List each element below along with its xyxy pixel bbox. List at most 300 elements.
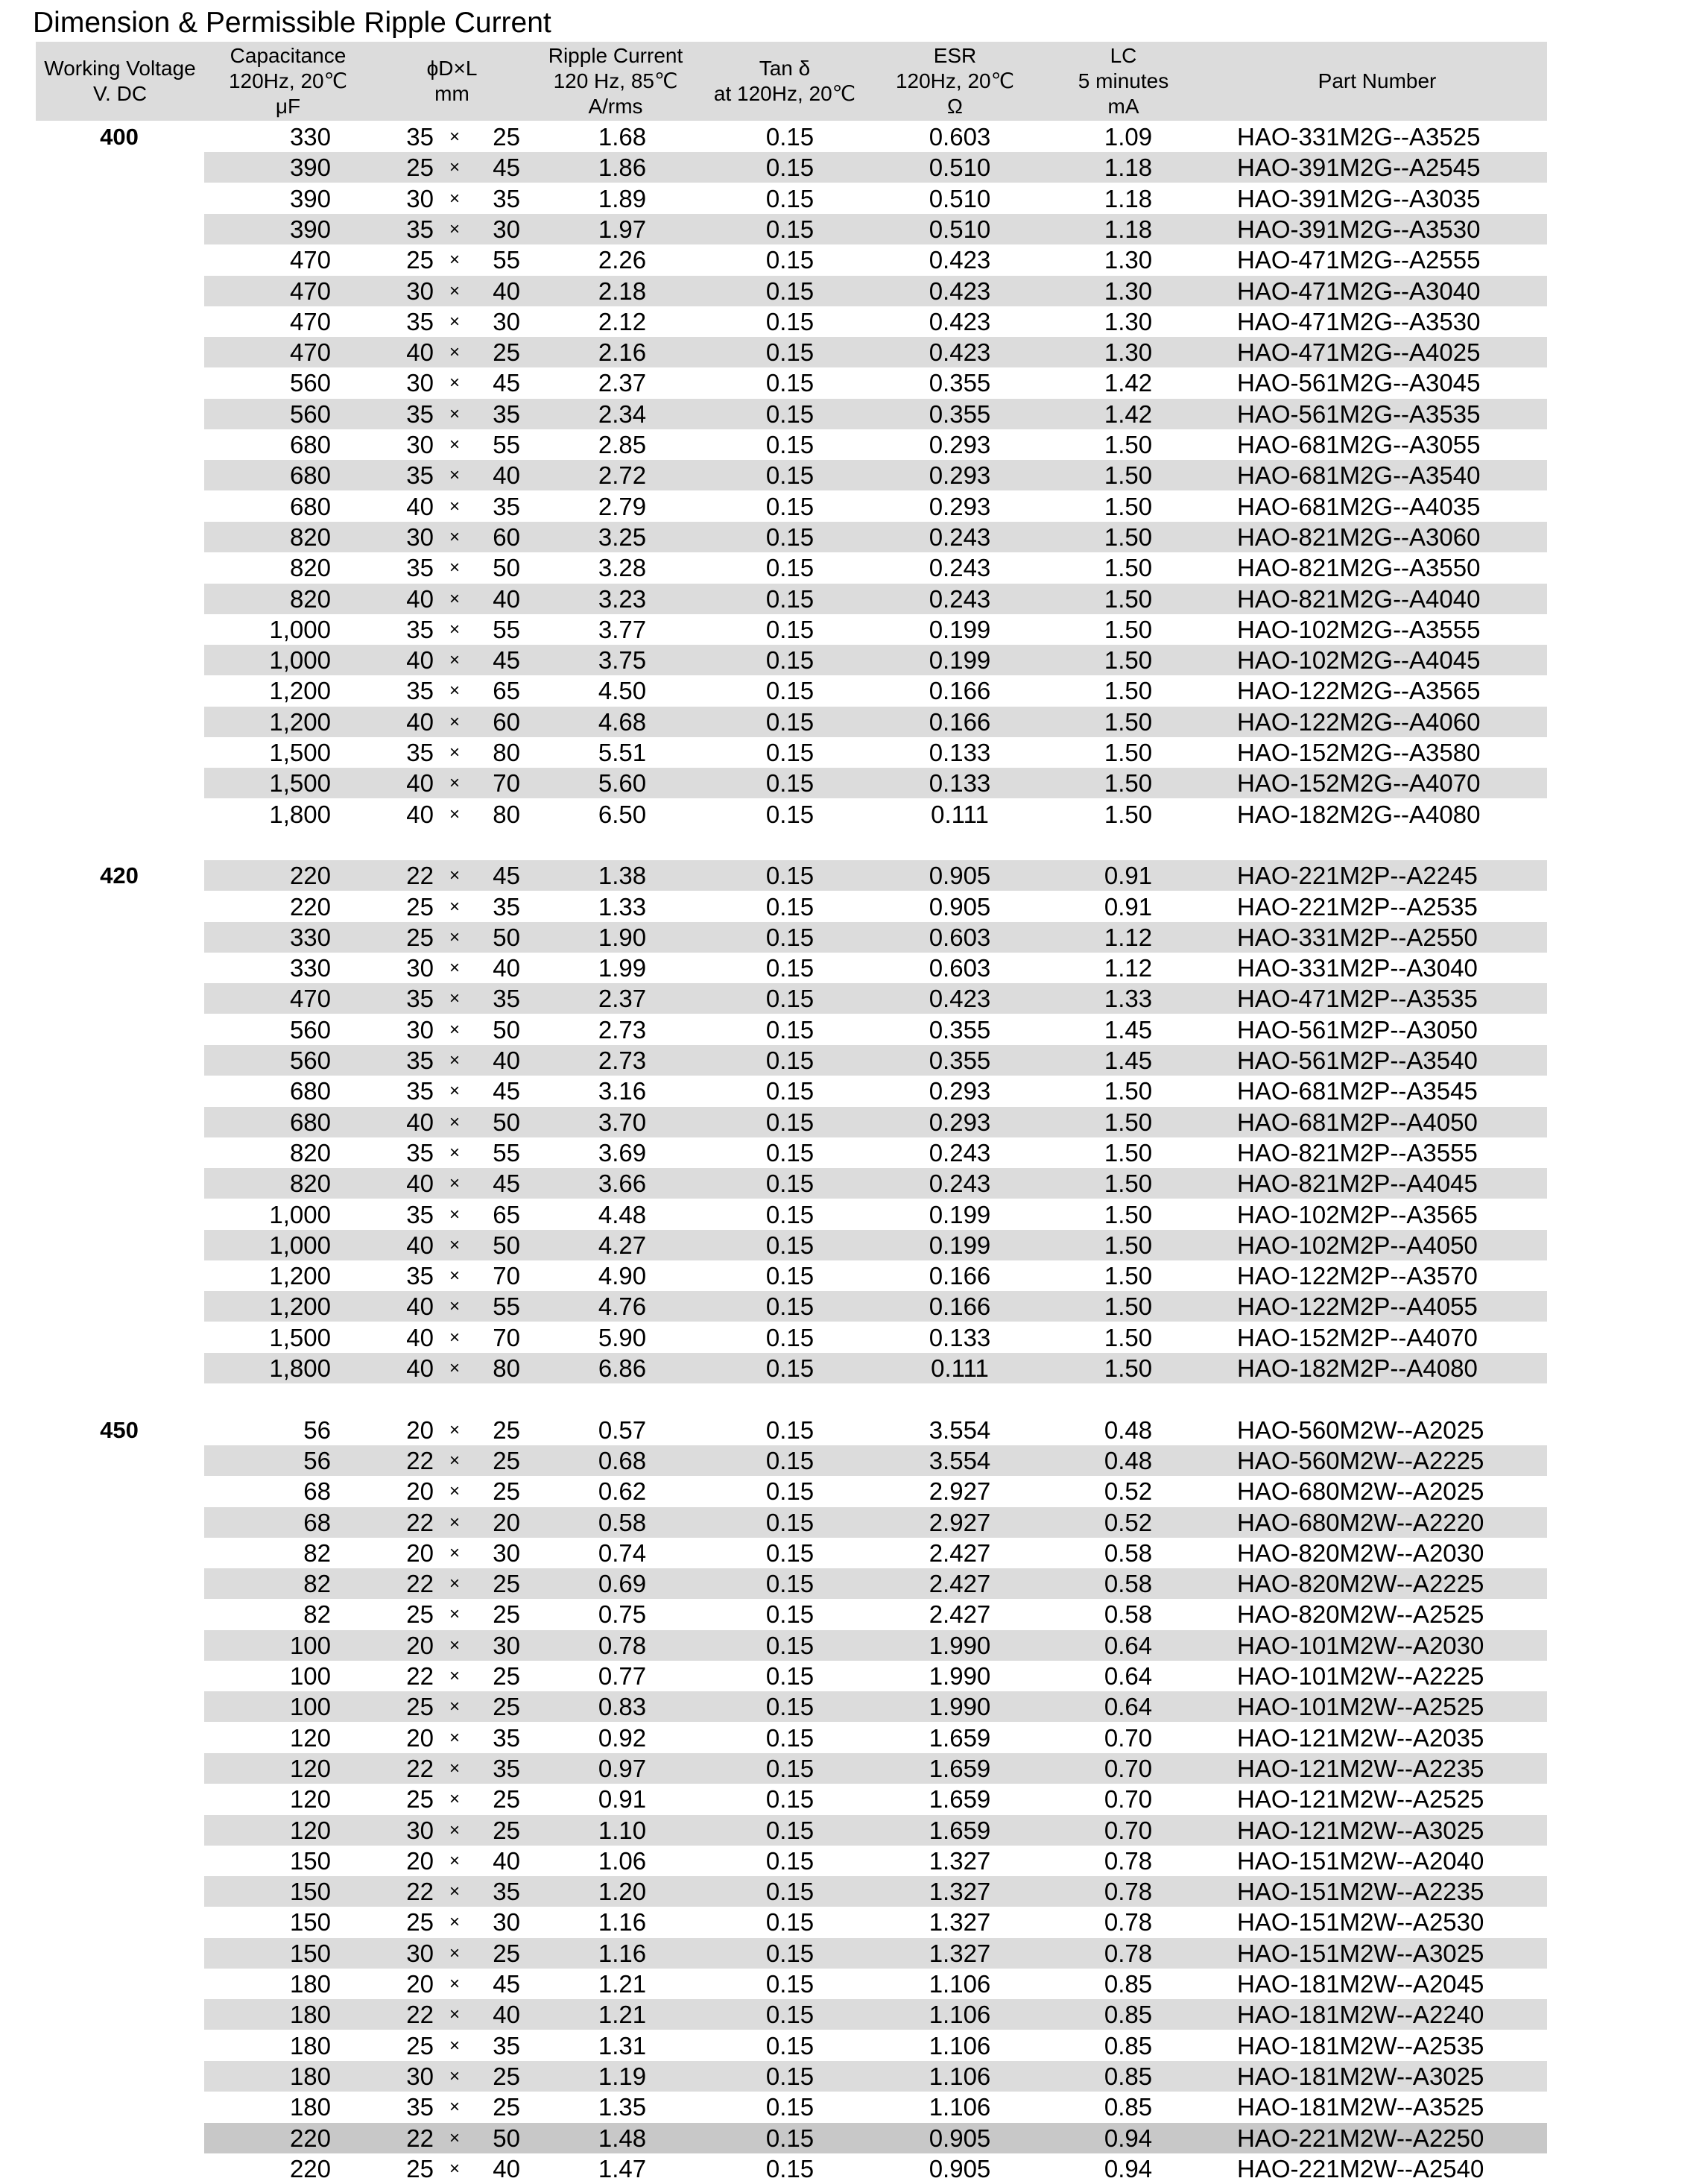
lc-cell: 1.50 xyxy=(1104,800,1153,828)
lc-cell: 1.50 xyxy=(1104,1354,1153,1382)
capacitance-cell: 330 xyxy=(289,123,331,151)
tan-delta-cell: 0.15 xyxy=(765,461,815,490)
tan-delta-cell: 0.15 xyxy=(765,400,815,428)
part-number-cell: HAO-681M2G--A3540 xyxy=(1237,461,1481,490)
tan-delta-cell: 0.15 xyxy=(765,1723,815,1752)
length-cell: 25 xyxy=(493,1693,520,1721)
diameter-cell: 30 xyxy=(406,2062,434,2090)
part-number-cell: HAO-561M2G--A3045 xyxy=(1237,369,1481,397)
table-row xyxy=(0,214,1708,244)
capacitance-cell: 150 xyxy=(289,1846,331,1875)
part-number-cell: HAO-181M2W--A2045 xyxy=(1237,1970,1484,1998)
times-cell: × xyxy=(449,1419,460,1440)
part-number-cell: HAO-182M2G--A4080 xyxy=(1237,800,1481,828)
part-number-cell: HAO-122M2P--A4055 xyxy=(1237,1293,1478,1321)
length-cell: 70 xyxy=(493,769,520,798)
capacitance-cell: 470 xyxy=(289,246,331,274)
capacitance-cell: 220 xyxy=(289,892,331,921)
times-cell: × xyxy=(449,2035,460,2056)
tan-delta-cell: 0.15 xyxy=(765,1047,815,1074)
lc-cell: 1.50 xyxy=(1104,615,1153,643)
times-cell: × xyxy=(449,435,460,455)
part-number-cell: HAO-101M2W--A2525 xyxy=(1237,1693,1484,1721)
capacitance-cell: 470 xyxy=(289,985,331,1013)
ripple-cell: 0.83 xyxy=(598,1693,647,1721)
lc-cell: 1.30 xyxy=(1104,246,1153,274)
times-cell: × xyxy=(449,865,460,886)
lc-cell: 0.85 xyxy=(1104,2001,1153,2029)
header-line: Ω xyxy=(947,95,963,118)
length-cell: 35 xyxy=(493,184,520,212)
part-number-cell: HAO-471M2G--A2555 xyxy=(1237,246,1481,274)
diameter-cell: 35 xyxy=(406,1138,434,1167)
diameter-cell: 25 xyxy=(406,923,434,951)
times-cell: × xyxy=(449,127,460,147)
esr-cell: 2.427 xyxy=(929,1600,991,1629)
length-cell: 25 xyxy=(493,1477,520,1506)
table-row xyxy=(0,367,1708,398)
length-cell: 40 xyxy=(493,1846,520,1875)
capacitance-cell: 820 xyxy=(289,554,331,582)
esr-cell: 0.293 xyxy=(929,1108,991,1136)
header-line: LC xyxy=(1110,44,1137,67)
ripple-cell: 1.21 xyxy=(598,2001,647,2029)
length-cell: 50 xyxy=(493,1015,520,1044)
tan-delta-cell: 0.15 xyxy=(765,523,815,551)
lc-cell: 0.70 xyxy=(1104,1723,1153,1752)
diameter-cell: 35 xyxy=(406,400,434,428)
times-cell: × xyxy=(449,1358,460,1378)
esr-cell: 2.927 xyxy=(929,1477,991,1506)
tan-delta-cell: 0.15 xyxy=(765,646,815,675)
capacitance-cell: 330 xyxy=(289,923,331,951)
table-row xyxy=(0,522,1708,552)
capacitance-cell: 82 xyxy=(303,1570,331,1598)
ripple-cell: 0.58 xyxy=(598,1508,647,1536)
header-line: A/rms xyxy=(588,95,643,118)
tan-delta-cell: 0.15 xyxy=(765,369,815,397)
length-cell: 40 xyxy=(493,584,520,613)
diameter-cell: 35 xyxy=(406,677,434,705)
lc-cell: 0.70 xyxy=(1104,1785,1153,1814)
esr-cell: 0.111 xyxy=(931,800,989,828)
lc-cell: 1.50 xyxy=(1104,554,1153,582)
tan-delta-cell: 0.15 xyxy=(765,985,815,1013)
esr-cell: 0.905 xyxy=(929,2154,991,2183)
header-size xyxy=(372,42,532,121)
part-number-cell: HAO-182M2P--A4080 xyxy=(1237,1354,1478,1382)
tan-delta-cell: 0.15 xyxy=(765,1293,815,1321)
length-cell: 25 xyxy=(493,1785,520,1814)
capacitance-cell: 680 xyxy=(289,1108,331,1136)
times-cell: × xyxy=(449,218,460,239)
capacitance-cell: 1,500 xyxy=(269,739,331,766)
part-number-cell: HAO-471M2G--A4025 xyxy=(1237,338,1481,367)
part-number-cell: HAO-820M2W--A2225 xyxy=(1237,1570,1484,1598)
lc-cell: 1.50 xyxy=(1104,1138,1153,1167)
ripple-cell: 2.26 xyxy=(598,246,647,274)
esr-cell: 0.243 xyxy=(929,1138,991,1167)
capacitance-cell: 220 xyxy=(289,2154,331,2183)
table-row xyxy=(0,1753,1708,1784)
diameter-cell: 30 xyxy=(406,1939,434,1967)
capacitance-cell: 560 xyxy=(289,1047,331,1074)
esr-cell: 0.355 xyxy=(929,369,991,397)
lc-cell: 0.85 xyxy=(1104,1970,1153,1998)
part-number-cell: HAO-391M2G--A3035 xyxy=(1237,184,1481,212)
table-row xyxy=(0,1907,1708,1937)
part-number-cell: HAO-151M2W--A3025 xyxy=(1237,1939,1484,1967)
table-row xyxy=(0,1815,1708,1846)
table-row xyxy=(0,922,1708,953)
capacitance-cell: 470 xyxy=(289,338,331,367)
part-number-cell: HAO-102M2G--A4045 xyxy=(1237,646,1481,675)
tan-delta-cell: 0.15 xyxy=(765,677,815,705)
table-row xyxy=(0,1846,1708,1876)
esr-cell: 0.510 xyxy=(929,184,991,212)
ripple-cell: 2.37 xyxy=(598,985,647,1013)
length-cell: 30 xyxy=(493,1631,520,1659)
table-row xyxy=(0,1691,1708,1722)
esr-cell: 1.659 xyxy=(929,1754,991,1782)
lc-cell: 0.48 xyxy=(1104,1446,1153,1474)
capacitance-cell: 120 xyxy=(289,1723,331,1752)
length-cell: 55 xyxy=(493,615,520,643)
times-cell: × xyxy=(449,1450,460,1471)
capacitance-cell: 1,000 xyxy=(269,646,331,675)
esr-cell: 3.554 xyxy=(929,1446,991,1474)
capacitance-cell: 330 xyxy=(289,954,331,982)
header-line: Ripple Current xyxy=(548,44,683,67)
ripple-cell: 4.68 xyxy=(598,707,647,736)
tan-delta-cell: 0.15 xyxy=(765,431,815,458)
part-number-cell: HAO-561M2P--A3540 xyxy=(1237,1047,1478,1074)
part-number-cell: HAO-391M2G--A3530 xyxy=(1237,215,1481,243)
tan-delta-cell: 0.15 xyxy=(765,739,815,766)
table-row xyxy=(0,768,1708,798)
table-row xyxy=(0,244,1708,275)
times-cell: × xyxy=(449,403,460,424)
diameter-cell: 30 xyxy=(406,523,434,551)
esr-cell: 0.243 xyxy=(929,554,991,582)
diameter-cell: 22 xyxy=(406,1878,434,1906)
part-number-cell: HAO-681M2G--A4035 xyxy=(1237,492,1481,520)
diameter-cell: 35 xyxy=(406,1200,434,1228)
table-row xyxy=(0,1445,1708,1476)
page-title: Dimension & Permissible Ripple Current xyxy=(33,7,551,39)
times-cell: × xyxy=(449,1697,460,1717)
diameter-cell: 40 xyxy=(406,1293,434,1321)
header-line: Capacitance xyxy=(230,44,347,67)
part-number-cell: HAO-151M2W--A2530 xyxy=(1237,1908,1484,1937)
ripple-cell: 5.60 xyxy=(598,769,647,798)
table-row xyxy=(0,491,1708,522)
esr-cell: 1.106 xyxy=(929,1970,991,1998)
table-row xyxy=(0,891,1708,922)
tan-delta-cell: 0.15 xyxy=(765,1416,815,1444)
ripple-cell: 1.16 xyxy=(598,1908,647,1937)
capacitance-cell: 82 xyxy=(303,1538,331,1567)
table-row xyxy=(0,1230,1708,1260)
lc-cell: 1.50 xyxy=(1104,646,1153,675)
tan-delta-cell: 0.15 xyxy=(765,2124,815,2152)
capacitance-cell: 1,000 xyxy=(269,615,331,643)
lc-cell: 0.94 xyxy=(1104,2124,1153,2152)
diameter-cell: 40 xyxy=(406,492,434,520)
lc-cell: 1.18 xyxy=(1104,215,1153,243)
ripple-cell: 1.38 xyxy=(598,862,647,890)
header-line: 120Hz, 20℃ xyxy=(895,69,1015,92)
ripple-cell: 2.85 xyxy=(598,431,647,458)
table-row xyxy=(0,1568,1708,1599)
esr-cell: 0.199 xyxy=(929,615,991,643)
lc-cell: 0.78 xyxy=(1104,1939,1153,1967)
tan-delta-cell: 0.15 xyxy=(765,615,815,643)
lc-cell: 0.94 xyxy=(1104,2154,1153,2183)
tan-delta-cell: 0.15 xyxy=(765,584,815,613)
lc-cell: 1.18 xyxy=(1104,184,1153,212)
table-row xyxy=(0,1014,1708,1045)
diameter-cell: 35 xyxy=(406,1262,434,1290)
times-cell: × xyxy=(449,1727,460,1748)
esr-cell: 1.106 xyxy=(929,2001,991,2029)
lc-cell: 1.45 xyxy=(1104,1015,1153,1044)
part-number-cell: HAO-121M2W--A3025 xyxy=(1237,1816,1484,1844)
table-row xyxy=(0,1969,1708,1999)
ripple-cell: 2.73 xyxy=(598,1015,647,1044)
capacitance-cell: 470 xyxy=(289,307,331,335)
times-cell: × xyxy=(449,742,460,763)
esr-cell: 0.905 xyxy=(929,862,991,890)
header-line: ϕD×L xyxy=(426,57,478,80)
tan-delta-cell: 0.15 xyxy=(765,184,815,212)
header-line: 5 minutes xyxy=(1078,69,1169,92)
length-cell: 30 xyxy=(493,1908,520,1937)
tan-delta-cell: 0.15 xyxy=(765,1908,815,1937)
ripple-cell: 1.31 xyxy=(598,2031,647,2060)
diameter-cell: 25 xyxy=(406,154,434,182)
times-cell: × xyxy=(449,1234,460,1255)
capacitance-cell: 1,200 xyxy=(269,707,331,736)
times-cell: × xyxy=(449,1758,460,1779)
table-row xyxy=(0,1076,1708,1106)
ripple-cell: 0.91 xyxy=(598,1785,647,1814)
lc-cell: 1.50 xyxy=(1104,1200,1153,1228)
ripple-cell: 0.75 xyxy=(598,1600,647,1629)
capacitance-cell: 560 xyxy=(289,369,331,397)
lc-cell: 1.42 xyxy=(1104,400,1153,428)
tan-delta-cell: 0.15 xyxy=(765,1693,815,1721)
diameter-cell: 40 xyxy=(406,1354,434,1382)
length-cell: 50 xyxy=(493,1108,520,1136)
diameter-cell: 40 xyxy=(406,707,434,736)
tan-delta-cell: 0.15 xyxy=(765,1015,815,1044)
esr-cell: 0.293 xyxy=(929,492,991,520)
capacitance-cell: 68 xyxy=(303,1477,331,1506)
table-row xyxy=(0,1476,1708,1506)
capacitance-cell: 470 xyxy=(289,277,331,305)
lc-cell: 0.70 xyxy=(1104,1816,1153,1844)
length-cell: 60 xyxy=(493,523,520,551)
capacitance-cell: 82 xyxy=(303,1600,331,1629)
diameter-cell: 40 xyxy=(406,646,434,675)
esr-cell: 1.990 xyxy=(929,1693,991,1721)
esr-cell: 0.166 xyxy=(929,1262,991,1290)
esr-cell: 0.199 xyxy=(929,646,991,675)
ripple-cell: 0.74 xyxy=(598,1538,647,1567)
tan-delta-cell: 0.15 xyxy=(765,2093,815,2121)
table-row xyxy=(0,460,1708,490)
diameter-cell: 35 xyxy=(406,615,434,643)
esr-cell: 0.133 xyxy=(929,769,991,798)
ripple-cell: 1.90 xyxy=(598,923,647,951)
capacitance-cell: 220 xyxy=(289,2124,331,2152)
lc-cell: 1.50 xyxy=(1104,677,1153,705)
diameter-cell: 40 xyxy=(406,584,434,613)
times-cell: × xyxy=(449,188,460,209)
esr-cell: 0.293 xyxy=(929,431,991,458)
tan-delta-cell: 0.15 xyxy=(765,1878,815,1906)
capacitance-cell: 1,800 xyxy=(269,1354,331,1382)
header-ripple-current xyxy=(532,42,699,121)
lc-cell: 0.58 xyxy=(1104,1570,1153,1598)
lc-cell: 0.91 xyxy=(1104,862,1153,890)
table-row xyxy=(0,552,1708,583)
table-row xyxy=(0,429,1708,460)
part-number-cell: HAO-181M2W--A2535 xyxy=(1237,2031,1484,2060)
ripple-cell: 1.35 xyxy=(598,2093,647,2121)
part-number-cell: HAO-121M2W--A2525 xyxy=(1237,1785,1484,1814)
diameter-cell: 40 xyxy=(406,769,434,798)
table-row xyxy=(0,2123,1708,2153)
table-row xyxy=(0,1353,1708,1383)
length-cell: 60 xyxy=(493,707,520,736)
length-cell: 80 xyxy=(493,739,520,766)
tan-delta-cell: 0.15 xyxy=(765,307,815,335)
length-cell: 25 xyxy=(493,1600,520,1629)
times-cell: × xyxy=(449,526,460,547)
ripple-cell: 1.68 xyxy=(598,123,647,151)
esr-cell: 0.166 xyxy=(929,677,991,705)
capacitance-cell: 56 xyxy=(303,1446,331,1474)
length-cell: 25 xyxy=(493,123,520,151)
part-number-cell: HAO-471M2G--A3040 xyxy=(1237,277,1481,305)
table-row xyxy=(0,399,1708,429)
lc-cell: 1.30 xyxy=(1104,338,1153,367)
esr-cell: 0.199 xyxy=(929,1200,991,1228)
diameter-cell: 20 xyxy=(406,1477,434,1506)
diameter-cell: 35 xyxy=(406,2093,434,2121)
length-cell: 55 xyxy=(493,1293,520,1321)
diameter-cell: 20 xyxy=(406,1538,434,1567)
tan-delta-cell: 0.15 xyxy=(765,123,815,151)
header-working-voltage xyxy=(36,42,204,121)
diameter-cell: 22 xyxy=(406,1754,434,1782)
length-cell: 25 xyxy=(493,2062,520,2090)
times-cell: × xyxy=(449,1942,460,1963)
capacitance-cell: 120 xyxy=(289,1816,331,1844)
capacitance-cell: 1,000 xyxy=(269,1231,331,1259)
capacitance-cell: 820 xyxy=(289,523,331,551)
diameter-cell: 40 xyxy=(406,1231,434,1259)
diameter-cell: 35 xyxy=(406,123,434,151)
ripple-cell: 2.16 xyxy=(598,338,647,367)
ripple-cell: 1.48 xyxy=(598,2124,647,2152)
diameter-cell: 22 xyxy=(406,1662,434,1690)
part-number-cell: HAO-821M2G--A4040 xyxy=(1237,584,1481,613)
esr-cell: 0.423 xyxy=(929,338,991,367)
times-cell: × xyxy=(449,711,460,732)
part-number-cell: HAO-560M2W--A2025 xyxy=(1237,1416,1484,1444)
ripple-cell: 1.21 xyxy=(598,1970,647,1998)
tan-delta-cell: 0.15 xyxy=(765,1077,815,1105)
ripple-cell: 2.79 xyxy=(598,492,647,520)
times-cell: × xyxy=(449,1604,460,1625)
length-cell: 45 xyxy=(493,1077,520,1105)
tan-delta-cell: 0.15 xyxy=(765,1970,815,1998)
tan-delta-cell: 0.15 xyxy=(765,2031,815,2060)
capacitance-cell: 680 xyxy=(289,492,331,520)
lc-cell: 1.30 xyxy=(1104,307,1153,335)
lc-cell: 0.48 xyxy=(1104,1416,1153,1444)
diameter-cell: 20 xyxy=(406,1846,434,1875)
part-number-cell: HAO-561M2G--A3535 xyxy=(1237,400,1481,428)
ripple-cell: 1.19 xyxy=(598,2062,647,2090)
lc-cell: 1.50 xyxy=(1104,1323,1153,1351)
table-row xyxy=(0,953,1708,983)
header-line: mA xyxy=(1107,95,1139,118)
header-line: V. DC xyxy=(92,82,148,105)
capacitance-cell: 1,800 xyxy=(269,800,331,828)
header-line: Part Number xyxy=(1318,69,1437,92)
capacitance-cell: 220 xyxy=(289,862,331,890)
part-number-cell: HAO-331M2G--A3525 xyxy=(1237,123,1481,151)
capacitance-cell: 180 xyxy=(289,2031,331,2060)
lc-cell: 1.50 xyxy=(1104,431,1153,458)
part-number-cell: HAO-471M2G--A3530 xyxy=(1237,307,1481,335)
esr-cell: 1.659 xyxy=(929,1816,991,1844)
table-row xyxy=(0,1938,1708,1969)
esr-cell: 0.243 xyxy=(929,584,991,613)
tan-delta-cell: 0.15 xyxy=(765,1138,815,1167)
diameter-cell: 25 xyxy=(406,1600,434,1629)
times-cell: × xyxy=(449,1850,460,1871)
ripple-cell: 1.06 xyxy=(598,1846,647,1875)
lc-cell: 1.50 xyxy=(1104,707,1153,736)
length-cell: 35 xyxy=(493,985,520,1013)
length-cell: 25 xyxy=(493,1816,520,1844)
diameter-cell: 22 xyxy=(406,862,434,890)
table-row xyxy=(0,1661,1708,1691)
diameter-cell: 25 xyxy=(406,2154,434,2183)
capacitance-cell: 180 xyxy=(289,2062,331,2090)
esr-cell: 1.327 xyxy=(929,1878,991,1906)
part-number-cell: HAO-101M2W--A2030 xyxy=(1237,1631,1484,1659)
part-number-cell: HAO-122M2G--A4060 xyxy=(1237,707,1481,736)
table-row xyxy=(0,1784,1708,1814)
lc-cell: 1.09 xyxy=(1104,123,1153,151)
part-number-cell: HAO-181M2W--A3525 xyxy=(1237,2093,1484,2121)
lc-cell: 0.58 xyxy=(1104,1600,1153,1629)
lc-cell: 0.70 xyxy=(1104,1754,1153,1782)
length-cell: 40 xyxy=(493,2001,520,2029)
times-cell: × xyxy=(449,1512,460,1533)
capacitance-cell: 56 xyxy=(303,1416,331,1444)
length-cell: 35 xyxy=(493,1878,520,1906)
working-voltage-label: 420 xyxy=(100,862,139,889)
table-row xyxy=(0,1538,1708,1568)
times-cell: × xyxy=(449,650,460,671)
